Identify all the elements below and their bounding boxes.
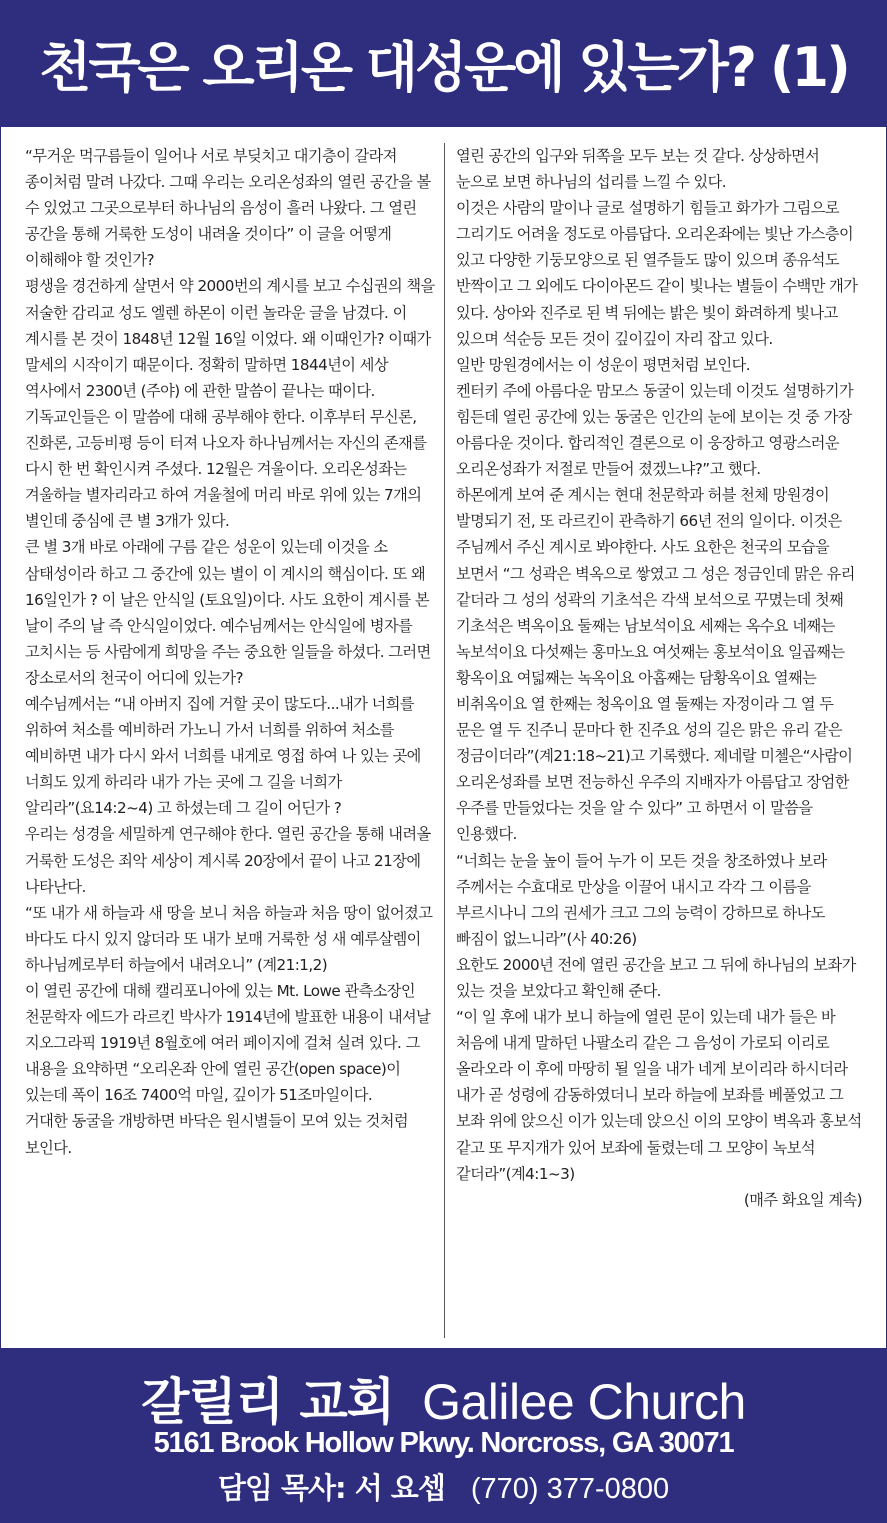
article-paragraph: 이 열린 공간에 대해 캘리포니아에 있는 Mt. Lowe 관측소장인 천문학자 에드가 라르킨 박사가 1914년에 발표한 내용이 내셔날 지오그라픽 1919년 8월호에 여러 페이지에 걸쳐 실려 있다. 그 내용을 요약하면 “오리온좌 안에 열린 공간(open space)이 있는데 폭이 16조 7400억 마일, 깊이가 51조마일이다. [25, 982, 431, 1105]
church-name [0, 1362, 887, 1434]
article-paragraph: 요한도 2000년 전에 열린 공간을 보고 그 뒤에 하나님의 보좌가 있는 것을 보았다고 확인해 준다. [456, 955, 856, 1000]
article-paragraph: 열린 공간의 입구와 뒤쪽을 모두 보는 것 같다. 상상하면서 눈으로 보면 하나님의 섭리를 느낄 수 있다. [456, 147, 820, 192]
church-name-korean: 갈릴리 교회 [141, 1373, 395, 1431]
pastor-line [0, 1466, 887, 1507]
article-paragraph: “또 내가 새 하늘과 새 땅을 보니 처음 하늘과 처음 땅이 없어졌고 바다도 다시 있지 않더라 또 내가 보매 거룩한 성 새 예루살렘이 하나님께로부터 하늘에서 내려오니” (계21:1,2) [25, 903, 433, 974]
article-paragraph: “무거운 먹구름들이 일어나 서로 부딪치고 대기층이 갈라져 종이처럼 말려 나갔다. 그때 우리는 오리온성좌의 열린 공간을 볼 수 있었고 그곳으로부터 하나님의 음성이 흘러 나왔다. 그 열린 공간을 통해 거룩한 도성이 내려올 것이다” 이 글을 어떻게 이해해야 할 것인가? [25, 147, 431, 270]
headline-title: 천국은 오리온 대성운에 있는가? (1) [39, 36, 848, 99]
church-footer [0, 1348, 887, 1523]
article-paragraph: “너희는 눈을 높이 들어 누가 이 모든 것을 창조하였나 보라 주께서는 수효대로 만상을 이끌어 내시고 각각 그 이름을 부르시나니 그의 권세가 크고 그의 능력이 강하므로 하나도 빠짐이 없느니라”(사 40:26) [456, 851, 827, 948]
article-column-left [25, 143, 435, 1161]
headline-banner [0, 0, 887, 127]
phone-number: (770) 377-0800 [470, 1473, 670, 1505]
article-paragraph: 일반 망원경에서는 이 성운이 평면처럼 보인다. [456, 355, 750, 374]
church-name-english: Galilee Church [422, 1374, 746, 1430]
article-paragraph: 큰 별 3개 바로 아래에 구름 같은 성운이 있는데 이것을 소 삼태성이라 하고 그 중간에 있는 별이 이 계시의 핵심이다. 또 왜 16일인가 ? 이 날은 안식일 (토요일)이다. 사도 요한이 계시를 본 날이 주의 날 즉 안식일이었다. 예수님께서는 안식일에 병자를 고치시는 등 사람에게 희망을 주는 중요한 일들을 하셨다. 그러면 장소로서의 천국이 어디에 있는가? [25, 538, 431, 687]
article-paragraph: 하몬에게 보여 준 계시는 현대 천문학과 허블 천체 망원경이 발명되기 전, 또 라르킨이 관측하기 66년 전의 일이다. 이것은 주님께서 주신 계시로 봐야한다. 사도 요한은 천국의 모습을 보면서 “그 성곽은 벽옥으로 쌓였고 그 성은 정금인데 맑은 유리 같더라 그 성의 성곽의 기초석은 각색 보석으로 꾸몄는데 첫째 기초석은 벽옥이요 둘째는 남보석이요 세째는 옥수요 네째는 녹보석이요 다섯째는 홍마노요 여섯째는 홍보석이요 일곱째는 황옥이요 여덟째는 녹옥이요 아홉째는 담황옥이요 열째는 비취옥이요 열 한째는 청옥이요 열 둘째는 자정이라 그 열 두 문은 열 두 진주니 문마다 한 진주요 성의 길은 맑은 유리 같은 정금이더라”(계21:18~21)고 기록했다. 제네랄 미첼은“사람이 오리온성좌를 보면 전능하신 우주의 지배자가 아름답고 장엄한 우주를 만들었다는 것을 알 수 있다” 고 하면서 이 말씀을 인용했다. [456, 486, 855, 844]
article-paragraph: 우리는 성경을 세밀하게 연구해야 한다. 열린 공간을 통해 내려올 거룩한 도성은 죄악 세상이 계시록 20장에서 끝이 나고 21장에 나타난다. [25, 825, 431, 896]
column-divider [444, 143, 445, 1338]
article-paragraph: 이것은 사람의 말이나 글로 설명하기 힘들고 화가가 그림으로 그리기도 어려울 정도로 아름답다. 오리온좌에는 빛난 가스층이 있고 다양한 기둥모양으로 된 열주들도 많이 있으며 종유석도 반짝이고 그 외에도 다이아몬드 같이 빛나는 별들이 수백만 개가 있다. 상아와 진주로 된 벽 뒤에는 밝은 빛이 화려하게 빛나고 있으며 석순등 모든 것이 깊이깊이 자리 잡고 있다. [456, 199, 858, 348]
article-paragraph: “이 일 후에 내가 보니 하늘에 열린 문이 있는데 내가 들은 바 처음에 내게 말하던 나팔소리 같은 그 음성이 가로되 이리로 올라오라 이 후에 마땅히 될 일을 내가 네게 보이리라 하시더라 내가 곧 성령에 감동하였더니 보라 하늘에 보좌를 베풀었고 그 보좌 위에 앉으신 이가 있는데 앉으신 이의 모양이 벽옥과 홍보석 같고 또 무지개가 있어 보좌에 둘렸는데 그 모양이 녹보석 같더라”(계4:1~3) [456, 1008, 862, 1183]
article-paragraph: 거대한 동굴을 개방하면 바닥은 원시별들이 모여 있는 것처럼 보인다. [25, 1112, 408, 1157]
article-paragraph: 켄터키 주에 아름다운 맘모스 동굴이 있는데 이것도 설명하기가 힘든데 열린 공간에 있는 동굴은 인간의 눈에 보이는 것 중 가장 아름다운 것이다. 합리적인 결론으로 이 웅장하고 영광스러운 오리온성좌가 저절로 만들어 졌겠느냐?”고 했다. [456, 381, 854, 479]
article-paragraph: 평생을 경건하게 살면서 약 2000번의 계시를 보고 수십권의 책을 저술한 감리교 성도 엘렌 하몬이 이런 놀라운 글을 남겼다. 이 계시를 본 것이 1848년 12월 16일 이었다. 왜 이때인가? 이때가 말세의 시작이기 때문이다. 정확히 말하면 1844년이 세상 역사에서 2300년 (주야) 에 관한 말씀이 끝나는 때이다. 기독교인들은 이 말씀에 대해 공부해야 한다. 이후부터 무신론, 진화론, 고등비평 등이 터져 나오자 하나님께서는 자신의 존재를 다시 한 번 확인시켜 주셨다. 12월은 겨울이다. 오리온성좌는 겨울하늘 별자리라고 하여 겨울철에 머리 바로 위에 있는 7개의 별인데 중심에 큰 별 3개가 있다. [25, 277, 435, 531]
article-column-right [456, 143, 862, 1213]
continued-note: (매주 화요일 계속) [743, 1190, 862, 1209]
church-address: 5161 Brook Hollow Pkwy. Norcross, GA 30071 [153, 1427, 734, 1459]
article-paragraph: 예수님께서는 “내 아버지 집에 거할 곳이 많도다...내가 너희를 위하여 처소를 예비하러 가노니 가서 너희를 위하여 처소를 예비하면 내가 다시 와서 너희를 내게로 영접 하여 나 있는 곳에 너희도 있게 하리라 내가 가는 곳에 그 길을 너희가 알리라”(요14:2~4) 고 하셨는데 그 길이 어딘가 ? [25, 694, 421, 818]
pastor-name: 담임 목사: 서 요셉 [217, 1471, 445, 1505]
